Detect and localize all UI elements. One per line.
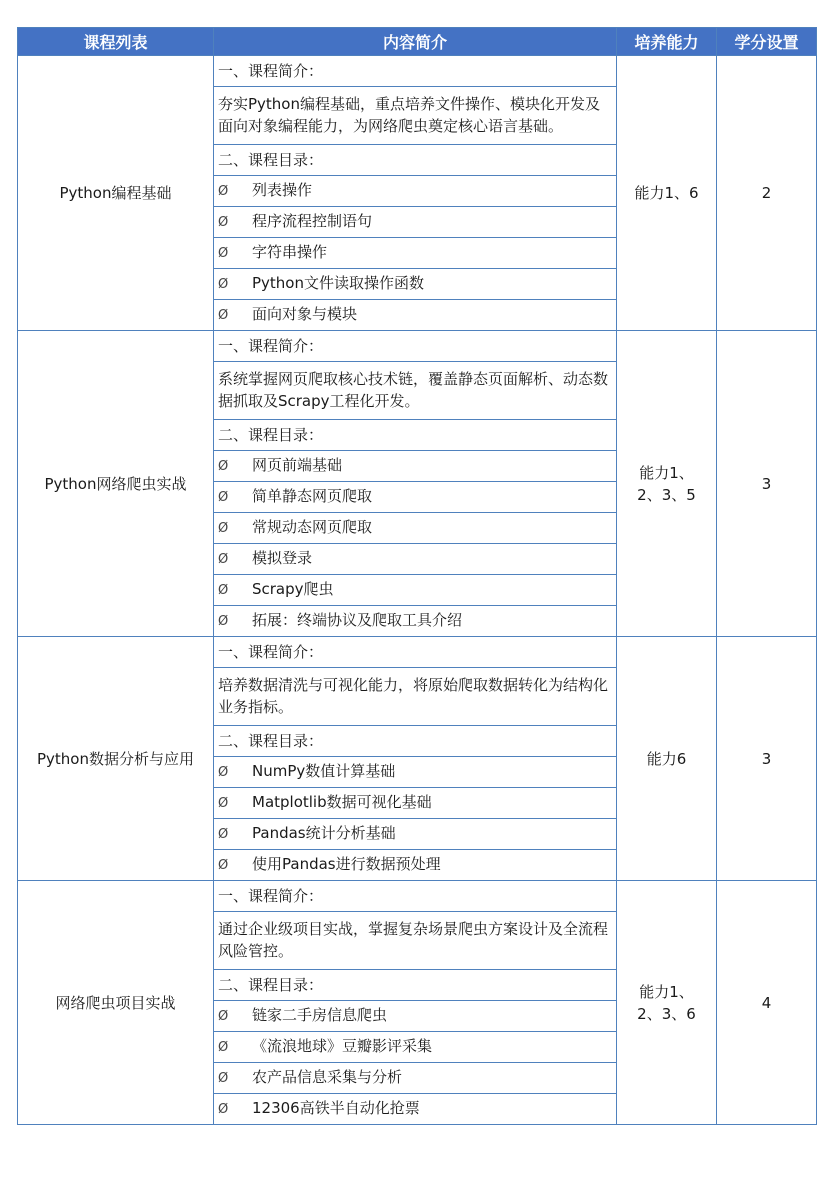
- header-course-list: 课程列表: [18, 28, 214, 56]
- catalog-item: [214, 1094, 617, 1125]
- intro-text: 通过企业级项目实战，掌握复杂场景爬虫方案设计及全流程风险管控。: [214, 912, 617, 970]
- course-row: [18, 881, 817, 912]
- intro-label: 一、课程简介：: [214, 56, 617, 87]
- catalog-item-text: Matplotlib数据可视化基础: [252, 793, 432, 811]
- bullet-icon: Ø: [218, 583, 229, 598]
- bullet-icon: Ø: [218, 215, 229, 230]
- course-row: [18, 56, 817, 87]
- course-row: [18, 637, 817, 668]
- catalog-item-text: 面向对象与模块: [252, 305, 358, 323]
- bullet-icon: Ø: [218, 490, 229, 505]
- ability-cell: [617, 56, 717, 331]
- bullet-icon: Ø: [218, 614, 229, 629]
- catalog-label: 二、课程目录：: [214, 145, 617, 176]
- bullet-icon: Ø: [218, 827, 229, 842]
- ability-text: 能力1、2、3、6: [637, 982, 696, 1023]
- bullet-icon: Ø: [218, 459, 229, 474]
- bullet-icon: Ø: [218, 246, 229, 261]
- bullet-icon: Ø: [218, 1040, 229, 1055]
- header-content-intro: 内容简介: [214, 28, 617, 56]
- catalog-item: [214, 1032, 617, 1063]
- bullet-icon: Ø: [218, 521, 229, 536]
- header-credit: 学分设置: [717, 28, 817, 56]
- bullet-icon: Ø: [218, 308, 229, 323]
- catalog-item: [214, 606, 617, 637]
- intro-label: 一、课程简介：: [214, 881, 617, 912]
- catalog-item: [214, 451, 617, 482]
- catalog-item: [214, 482, 617, 513]
- credit-cell: 2: [717, 56, 817, 331]
- catalog-item: [214, 819, 617, 850]
- catalog-item: [214, 300, 617, 331]
- catalog-item: [214, 207, 617, 238]
- catalog-item: [214, 513, 617, 544]
- intro-text: 夯实Python编程基础，重点培养文件操作、模块化开发及面向对象编程能力，为网络爬虫奠定核心语言基础。: [214, 87, 617, 145]
- catalog-item: [214, 1001, 617, 1032]
- intro-text: 培养数据清洗与可视化能力，将原始爬取数据转化为结构化业务指标。: [214, 668, 617, 726]
- catalog-item-text: 程序流程控制语句: [252, 212, 373, 230]
- catalog-item: [214, 757, 617, 788]
- ability-text: 能力1、2、3、5: [637, 463, 696, 504]
- course-row: [18, 331, 817, 362]
- catalog-item-text: 链家二手房信息爬虫: [252, 1006, 388, 1024]
- catalog-item-text: Scrapy爬虫: [252, 580, 334, 598]
- course-name: 网络爬虫项目实战: [18, 881, 214, 1125]
- ability-cell: [617, 637, 717, 881]
- catalog-item-text: Python文件读取操作函数: [252, 274, 424, 292]
- course-name: Python编程基础: [18, 56, 214, 331]
- credit-cell: 3: [717, 637, 817, 881]
- intro-label: 一、课程简介：: [214, 637, 617, 668]
- catalog-item: [214, 850, 617, 881]
- catalog-item-text: 拓展：终端协议及爬取工具介绍: [252, 611, 463, 629]
- catalog-item-text: 模拟登录: [252, 549, 313, 567]
- header-ability: 培养能力: [617, 28, 717, 56]
- catalog-item: [214, 176, 617, 207]
- catalog-item-text: 常规动态网页爬取: [252, 518, 373, 536]
- catalog-item-text: NumPy数值计算基础: [252, 762, 396, 780]
- ability-cell: [617, 881, 717, 1125]
- catalog-label: 二、课程目录：: [214, 420, 617, 451]
- catalog-item-text: 12306高铁半自动化抢票: [252, 1099, 420, 1117]
- bullet-icon: Ø: [218, 858, 229, 873]
- credit-cell: 4: [717, 881, 817, 1125]
- credit-cell: 3: [717, 331, 817, 637]
- course-table-body: [18, 56, 817, 1125]
- catalog-item-text: 农产品信息采集与分析: [252, 1068, 403, 1086]
- bullet-icon: Ø: [218, 765, 229, 780]
- catalog-item-text: 《流浪地球》豆瓣影评采集: [252, 1037, 433, 1055]
- catalog-item-text: 网页前端基础: [252, 456, 343, 474]
- intro-text: 系统掌握网页爬取核心技术链，覆盖静态页面解析、动态数据抓取及Scrapy工程化开发。: [214, 362, 617, 420]
- catalog-item-text: Pandas统计分析基础: [252, 824, 396, 842]
- bullet-icon: Ø: [218, 1102, 229, 1117]
- catalog-item-text: 列表操作: [252, 181, 313, 199]
- bullet-icon: Ø: [218, 796, 229, 811]
- catalog-item: [214, 269, 617, 300]
- catalog-item: [214, 788, 617, 819]
- catalog-item: [214, 575, 617, 606]
- catalog-label: 二、课程目录：: [214, 726, 617, 757]
- bullet-icon: Ø: [218, 184, 229, 199]
- catalog-item-text: 字符串操作: [252, 243, 328, 261]
- bullet-icon: Ø: [218, 552, 229, 567]
- catalog-label: 二、课程目录：: [214, 970, 617, 1001]
- ability-cell: [617, 331, 717, 637]
- ability-text: 能力1、6: [634, 184, 699, 202]
- catalog-item-text: 简单静态网页爬取: [252, 487, 373, 505]
- bullet-icon: Ø: [218, 1009, 229, 1024]
- header-row: [18, 28, 817, 56]
- catalog-item: [214, 1063, 617, 1094]
- catalog-item: [214, 544, 617, 575]
- course-name: Python网络爬虫实战: [18, 331, 214, 637]
- bullet-icon: Ø: [218, 1071, 229, 1086]
- ability-text: 能力6: [646, 749, 687, 768]
- intro-label: 一、课程简介：: [214, 331, 617, 362]
- bullet-icon: Ø: [218, 277, 229, 292]
- catalog-item-text: 使用Pandas进行数据预处理: [252, 855, 441, 873]
- catalog-item: [214, 238, 617, 269]
- course-name: Python数据分析与应用: [18, 637, 214, 881]
- course-table: [17, 27, 817, 1125]
